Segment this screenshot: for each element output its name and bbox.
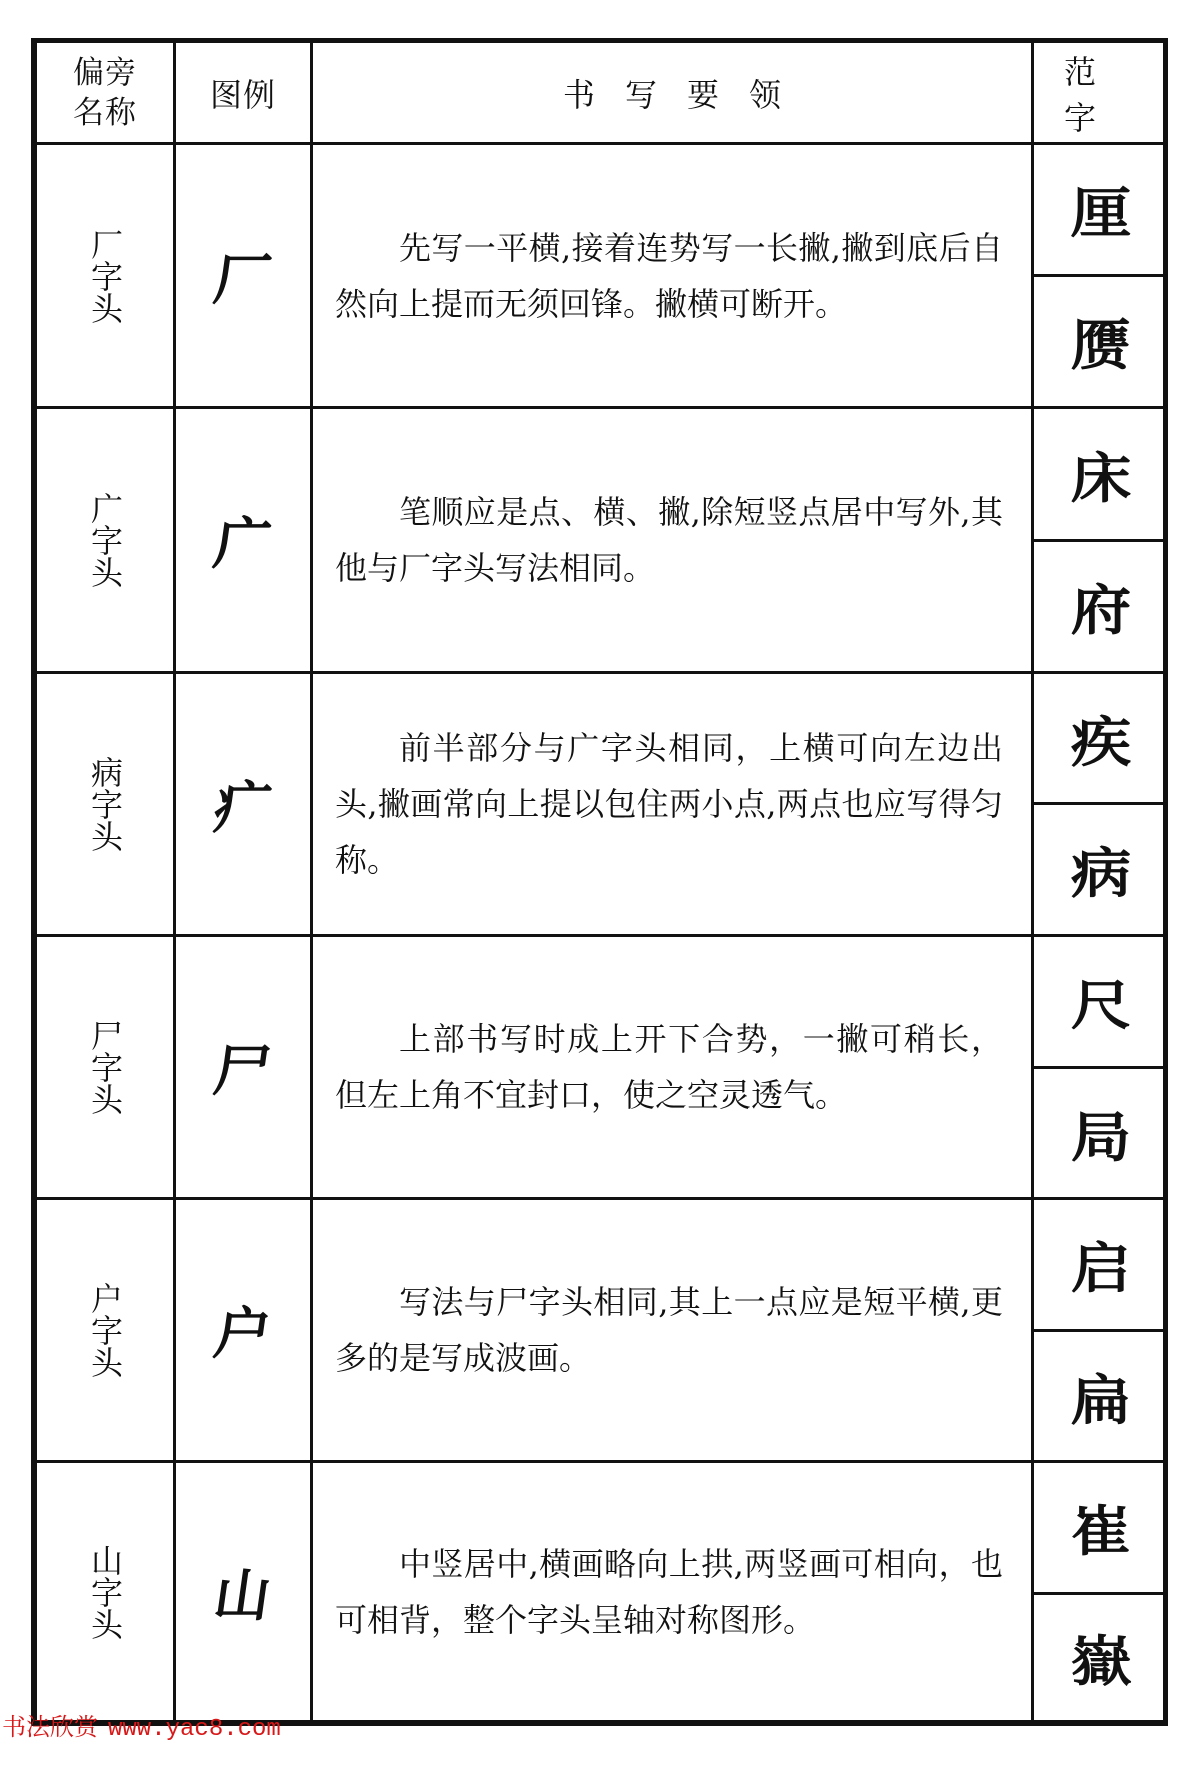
radical-glyph: 疒 [209, 775, 276, 841]
header-radical-name-line1: 偏旁 [73, 54, 137, 91]
sample-char [1034, 409, 1168, 539]
sample-char [1034, 1332, 1168, 1460]
sample-char-text: 崔 [1070, 1499, 1132, 1563]
writing-tip [313, 1200, 1031, 1460]
writing-tip [313, 674, 1031, 934]
header-radical-name [37, 43, 173, 142]
writing-tip [313, 409, 1031, 671]
writing-tip [313, 1463, 1031, 1720]
radical-name: 广字头 [86, 492, 124, 588]
radical-glyph: 尸 [209, 1038, 276, 1104]
legend-glyph [176, 937, 310, 1197]
watermark [2, 1707, 281, 1743]
sample-char [1034, 1463, 1168, 1592]
radical-name: 尸字头 [86, 1019, 124, 1115]
legend-glyph [176, 145, 310, 406]
radical-glyph: 广 [209, 511, 276, 577]
sample-char-text: 启 [1070, 1236, 1132, 1300]
radical-glyph: 厂 [209, 246, 276, 313]
sample-char-text: 尺 [1070, 973, 1132, 1037]
watermark-text: 书法欣赏 [2, 1713, 98, 1741]
writing-tip [313, 145, 1031, 406]
writing-tip-text: 写法与尸字头相同,其上一点应是短平横,更多的是写成波画。 [335, 1283, 1003, 1377]
sample-char [1034, 277, 1168, 406]
header-writing-tips: 书写要领 [562, 75, 811, 114]
legend-glyph [176, 1463, 310, 1720]
radical-writing-table [31, 38, 1168, 1726]
legend-glyph [176, 1200, 310, 1460]
sample-char [1034, 1595, 1168, 1720]
sample-char-text: 嶽 [1070, 1629, 1132, 1693]
header-radical-name-line2: 名称 [73, 94, 137, 131]
sample-char [1034, 1069, 1168, 1197]
sample-char [1034, 937, 1168, 1066]
sample-char-text: 府 [1070, 578, 1132, 642]
sample-char-text: 厘 [1070, 181, 1132, 245]
sample-char [1034, 542, 1168, 671]
sample-char-text: 局 [1070, 1104, 1132, 1169]
sample-char-text: 病 [1070, 841, 1132, 905]
writing-tip-text: 先写一平横,接着连势写一长撇,撇到底后自然向上提而无须回锋。撇横可断开。 [335, 228, 1003, 323]
writing-tip-text: 上部书写时成上开下合势，一撇可稍长，但左上角不宜封口，使之空灵透气。 [335, 1020, 1003, 1114]
sample-char-text: 扁 [1070, 1367, 1132, 1432]
header-legend: 图例 [209, 75, 276, 114]
sample-char-text: 赝 [1070, 313, 1132, 377]
radical-glyph: 山 [209, 1562, 276, 1629]
writing-tip [313, 937, 1031, 1197]
radical-name: 山字头 [86, 1543, 124, 1640]
legend-glyph [176, 674, 310, 934]
writing-tip-text: 中竖居中,横画略向上拱,两竖画可相向，也可相背，整个字头呈轴对称图形。 [335, 1544, 1003, 1639]
radical-name: 厂字头 [86, 227, 124, 324]
writing-tip-text: 前半部分与广字头相同，上横可向左边出头,撇画常向上提以包住两小点,两点也应写得匀称。 [335, 729, 1003, 879]
radical-name: 病字头 [86, 756, 124, 852]
sample-char [1034, 145, 1168, 274]
header-sample-chars: 范字 [1064, 52, 1131, 137]
watermark-url: www.yac8.com [108, 1716, 281, 1743]
radical-glyph: 户 [209, 1301, 276, 1367]
sample-char [1034, 1200, 1168, 1329]
writing-tip-text: 笔顺应是点、横、撇,除短竖点居中写外,其他与厂字头写法相同。 [335, 493, 1003, 587]
sample-char [1034, 805, 1168, 934]
legend-glyph [176, 409, 310, 671]
sample-char [1034, 674, 1168, 802]
sample-char-text: 床 [1070, 445, 1132, 510]
radical-name: 户字头 [86, 1282, 124, 1378]
sample-char-text: 疾 [1070, 709, 1132, 774]
